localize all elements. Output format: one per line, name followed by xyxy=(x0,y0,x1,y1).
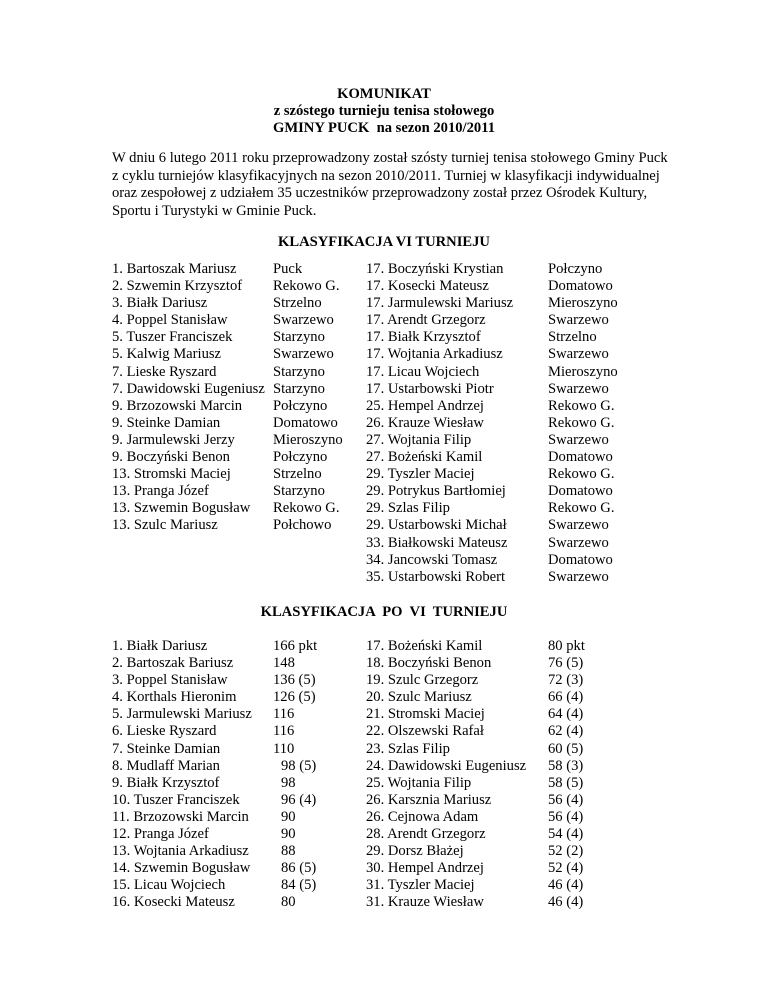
standing-points: 52 (4) xyxy=(548,860,584,877)
ranking-place: Swarzewo xyxy=(548,312,609,329)
ranking-place: Starzyno xyxy=(273,363,325,380)
standing-points xyxy=(281,689,316,706)
standing-name: 19. Szulc Grzegorz xyxy=(366,672,479,689)
header-season: GMINY PUCK na sezon 2010/2011 xyxy=(272,120,495,136)
section1-left-places xyxy=(273,261,343,535)
ranking-place: Swarzewo xyxy=(273,346,334,363)
ranking-place: Domatowo xyxy=(273,414,338,431)
standing-name: 5. Jarmulewski Mariusz xyxy=(112,706,252,723)
ranking-name: 29. Szlas Filip xyxy=(366,500,450,517)
ranking-place: Połczyno xyxy=(273,397,328,414)
ranking-place: Starzyno xyxy=(273,483,325,500)
standing-name: 21. Stromski Maciej xyxy=(366,706,485,723)
ranking-place: Starzyno xyxy=(273,380,325,397)
standing-points: 72 (3) xyxy=(548,672,584,689)
ranking-place: Mieroszyno xyxy=(273,431,343,448)
ranking-name: 33. Białkowski Mateusz xyxy=(366,534,508,551)
ranking-name: 17. Kosecki Mateusz xyxy=(366,278,489,295)
intro-paragraph: W dniu 6 lutego 2011 roku przeprowadzony został szósty turniej tenisa stołowego Gminy Puck z cyklu turniejów klasyfikacyjnych na sezon 2010/2011. Turniej w klasyfikacji indywidualnej oraz zespołowej z udziałem 35 uczestników przeprowadzony został przez Ośrodek Kultury, Sportu i Turystyki w Gminie Puck. xyxy=(112,150,668,219)
ranking-name: 13. Szwemin Bogusław xyxy=(112,500,251,517)
ranking-place: Rekowo G. xyxy=(548,414,615,431)
standing-name: 17. Bożeński Kamil xyxy=(366,638,483,654)
document-header xyxy=(0,86,768,137)
standing-name: 11. Brzozowski Marcin xyxy=(112,808,249,825)
ranking-name: 27. Wojtania Filip xyxy=(366,431,472,448)
standing-points: 96 (4) xyxy=(281,791,317,808)
ranking-name: 17. Licau Wojciech xyxy=(366,363,480,380)
standing-points: 56 (4) xyxy=(548,808,584,825)
standing-points: 76 (5) xyxy=(548,655,584,672)
standing-points: 86 (5) xyxy=(281,860,317,877)
standing-name: 6. Lieske Ryszard xyxy=(112,723,217,740)
ranking-name: 9. Steinke Damian xyxy=(112,414,221,431)
standing-name: 31. Krauze Wiesław xyxy=(366,894,484,911)
ranking-name: 29. Ustarbowski Michał xyxy=(366,517,507,534)
standing-name: 15. Licau Wojciech xyxy=(112,877,226,894)
standing-name: 31. Tyszler Maciej xyxy=(366,877,475,894)
ranking-place: Strzelno xyxy=(548,329,597,346)
ranking-place: Swarzewo xyxy=(548,517,609,534)
ranking-name: 29. Potrykus Bartłomiej xyxy=(366,483,506,500)
standing-name: 7. Steinke Damian xyxy=(112,740,221,757)
standing-points: 80 xyxy=(281,894,296,911)
standing-points: 62 (4) xyxy=(548,723,584,740)
ranking-place: Rekowo G. xyxy=(548,466,615,483)
ranking-name: 13. Szulc Mariusz xyxy=(112,517,218,534)
section2-left-names xyxy=(112,638,252,912)
header-title: KOMUNIKAT xyxy=(337,86,431,102)
standing-points: 116 xyxy=(273,706,295,723)
ranking-place: Swarzewo xyxy=(273,312,334,329)
ranking-place: Rekowo G. xyxy=(548,397,615,414)
standing-name: 14. Szwemin Bogusław xyxy=(112,860,251,877)
ranking-name: 5. Kalwig Mariusz xyxy=(112,346,222,363)
standing-points: 90 xyxy=(281,808,296,825)
ranking-name: 7. Lieske Ryszard xyxy=(112,363,217,380)
standing-points: 54 (4) xyxy=(548,826,584,843)
standing-name: 26. Cejnowa Adam xyxy=(366,808,479,825)
ranking-place: Swarzewo xyxy=(548,346,609,363)
ranking-place: Swarzewo xyxy=(548,380,609,397)
standing-points xyxy=(281,706,316,723)
standing-name: 13. Wojtania Arkadiusz xyxy=(112,843,249,860)
ranking-place: Domatowo xyxy=(548,449,613,466)
ranking-place: Rekowo G. xyxy=(548,500,615,517)
ranking-name: 5. Tuszer Franciszek xyxy=(112,329,233,346)
standing-name: 26. Karsznia Mariusz xyxy=(366,791,492,808)
standing-points: 98 (5) xyxy=(281,757,317,774)
ranking-name: 17. Wojtania Arkadiusz xyxy=(366,346,503,363)
standing-name: 4. Korthals Hieronim xyxy=(112,689,237,706)
ranking-name: 34. Jancowski Tomasz xyxy=(366,551,498,568)
ranking-name: 35. Ustarbowski Robert xyxy=(366,568,506,585)
ranking-place: Swarzewo xyxy=(548,568,609,585)
section1-right-places xyxy=(548,261,618,586)
ranking-name: 17. Arendt Grzegorz xyxy=(366,312,486,329)
standing-points xyxy=(281,638,316,655)
standing-points: 46 (4) xyxy=(548,877,584,894)
ranking-place: Strzelno xyxy=(273,466,322,483)
standing-name: 18. Boczyński Benon xyxy=(366,655,492,672)
ranking-place: Domatowo xyxy=(548,278,613,295)
standing-points: 60 (5) xyxy=(548,740,584,757)
standing-points: 46 (4) xyxy=(548,894,584,911)
standing-points: 110 xyxy=(273,740,295,757)
standing-points: 148 xyxy=(273,655,295,672)
standing-name: 30. Hempel Andrzej xyxy=(366,860,484,877)
ranking-name: 17. Białk Krzysztof xyxy=(366,329,481,346)
ranking-name: 13. Stromski Maciej xyxy=(112,466,231,483)
standing-name: 3. Poppel Stanisław xyxy=(112,672,228,689)
header-subtitle: z szóstego turnieju tenisa stołowego xyxy=(273,103,495,119)
standing-name: 22. Olszewski Rafał xyxy=(366,723,484,740)
standing-name: 12. Pranga Józef xyxy=(112,826,209,843)
ranking-name: 9. Jarmulewski Jerzy xyxy=(112,431,235,448)
standing-name: 10. Tuszer Franciszek xyxy=(112,791,240,808)
ranking-place: Połczyno xyxy=(273,449,328,466)
standing-name: 29. Dorsz Błażej xyxy=(366,843,464,860)
ranking-name: 27. Bożeński Kamil xyxy=(366,449,483,466)
section2-title: KLASYFIKACJA PO VI TURNIEJU xyxy=(260,604,508,620)
ranking-place: Mieroszyno xyxy=(548,363,618,380)
standing-points: 90 xyxy=(281,826,296,843)
ranking-place: Domatowo xyxy=(548,551,613,568)
ranking-name: 26. Krauze Wiesław xyxy=(366,414,484,431)
ranking-name: 2. Szwemin Krzysztof xyxy=(112,278,243,295)
section1-left-names xyxy=(112,261,265,535)
ranking-name: 7. Dawidowski Eugeniusz xyxy=(112,380,265,397)
ranking-place: Połczyno xyxy=(548,261,603,277)
standing-points: 64 (4) xyxy=(548,706,584,723)
ranking-name: 13. Pranga Józef xyxy=(112,483,209,500)
ranking-name: 9. Boczyński Benon xyxy=(112,449,230,466)
standing-name: 8. Mudlaff Marian xyxy=(112,757,220,774)
ranking-name: 17. Ustarbowski Piotr xyxy=(366,380,494,397)
section1-title: KLASYFIKACJA VI TURNIEJU xyxy=(278,234,490,250)
ranking-place: Mieroszyno xyxy=(548,295,618,312)
standing-points xyxy=(281,655,316,672)
standing-points: 98 xyxy=(281,774,296,791)
ranking-place: Swarzewo xyxy=(548,534,609,551)
standing-points: 58 (3) xyxy=(548,757,584,774)
ranking-name: 29. Tyszler Maciej xyxy=(366,466,475,483)
standing-points: 66 (4) xyxy=(548,689,584,706)
ranking-place: Swarzewo xyxy=(548,431,609,448)
section2-left-points-b xyxy=(281,638,316,912)
ranking-place: Rekowo G. xyxy=(273,278,340,295)
standing-name: 23. Szlas Filip xyxy=(366,740,450,757)
standing-name: 9. Białk Krzysztof xyxy=(112,774,220,791)
section2-right-points xyxy=(548,638,585,912)
ranking-name: 17. Jarmulewski Mariusz xyxy=(366,295,514,312)
standing-name: 24. Dawidowski Eugeniusz xyxy=(366,757,527,774)
standing-name: 2. Bartoszak Bariusz xyxy=(112,655,234,672)
standing-name: 20. Szulc Mariusz xyxy=(366,689,472,706)
standing-points: 84 (5) xyxy=(281,877,317,894)
ranking-name: 1. Bartoszak Mariusz xyxy=(112,261,237,277)
ranking-name: 4. Poppel Stanisław xyxy=(112,312,228,329)
standing-points: 80 pkt xyxy=(548,638,585,654)
ranking-place: Rekowo G. xyxy=(273,500,340,517)
standing-points xyxy=(281,672,316,689)
standing-points xyxy=(281,723,316,740)
ranking-name: 25. Hempel Andrzej xyxy=(366,397,484,414)
standing-points: 166 pkt xyxy=(273,638,318,654)
ranking-place: Starzyno xyxy=(273,329,325,346)
ranking-name: 3. Białk Dariusz xyxy=(112,295,208,312)
standing-name: 1. Białk Dariusz xyxy=(112,638,208,654)
ranking-place: Strzelno xyxy=(273,295,322,312)
ranking-place: Połchowo xyxy=(273,517,332,534)
section1-right-names xyxy=(366,261,513,586)
standing-points: 116 xyxy=(273,723,295,740)
ranking-place: Puck xyxy=(273,261,303,277)
standing-points: 88 xyxy=(281,843,296,860)
section2-right-names xyxy=(366,638,526,912)
standing-points: 126 (5) xyxy=(273,689,316,706)
standing-points: 52 (2) xyxy=(548,843,584,860)
ranking-name: 17. Boczyński Krystian xyxy=(366,261,504,277)
standing-points: 58 (5) xyxy=(548,774,584,791)
standing-name: 28. Arendt Grzegorz xyxy=(366,826,486,843)
standing-name: 16. Kosecki Mateusz xyxy=(112,894,235,911)
standing-points xyxy=(281,741,316,758)
standing-points: 136 (5) xyxy=(273,672,316,689)
standing-points: 56 (4) xyxy=(548,791,584,808)
ranking-place: Domatowo xyxy=(548,483,613,500)
standing-name: 25. Wojtania Filip xyxy=(366,774,472,791)
ranking-name: 9. Brzozowski Marcin xyxy=(112,397,243,414)
